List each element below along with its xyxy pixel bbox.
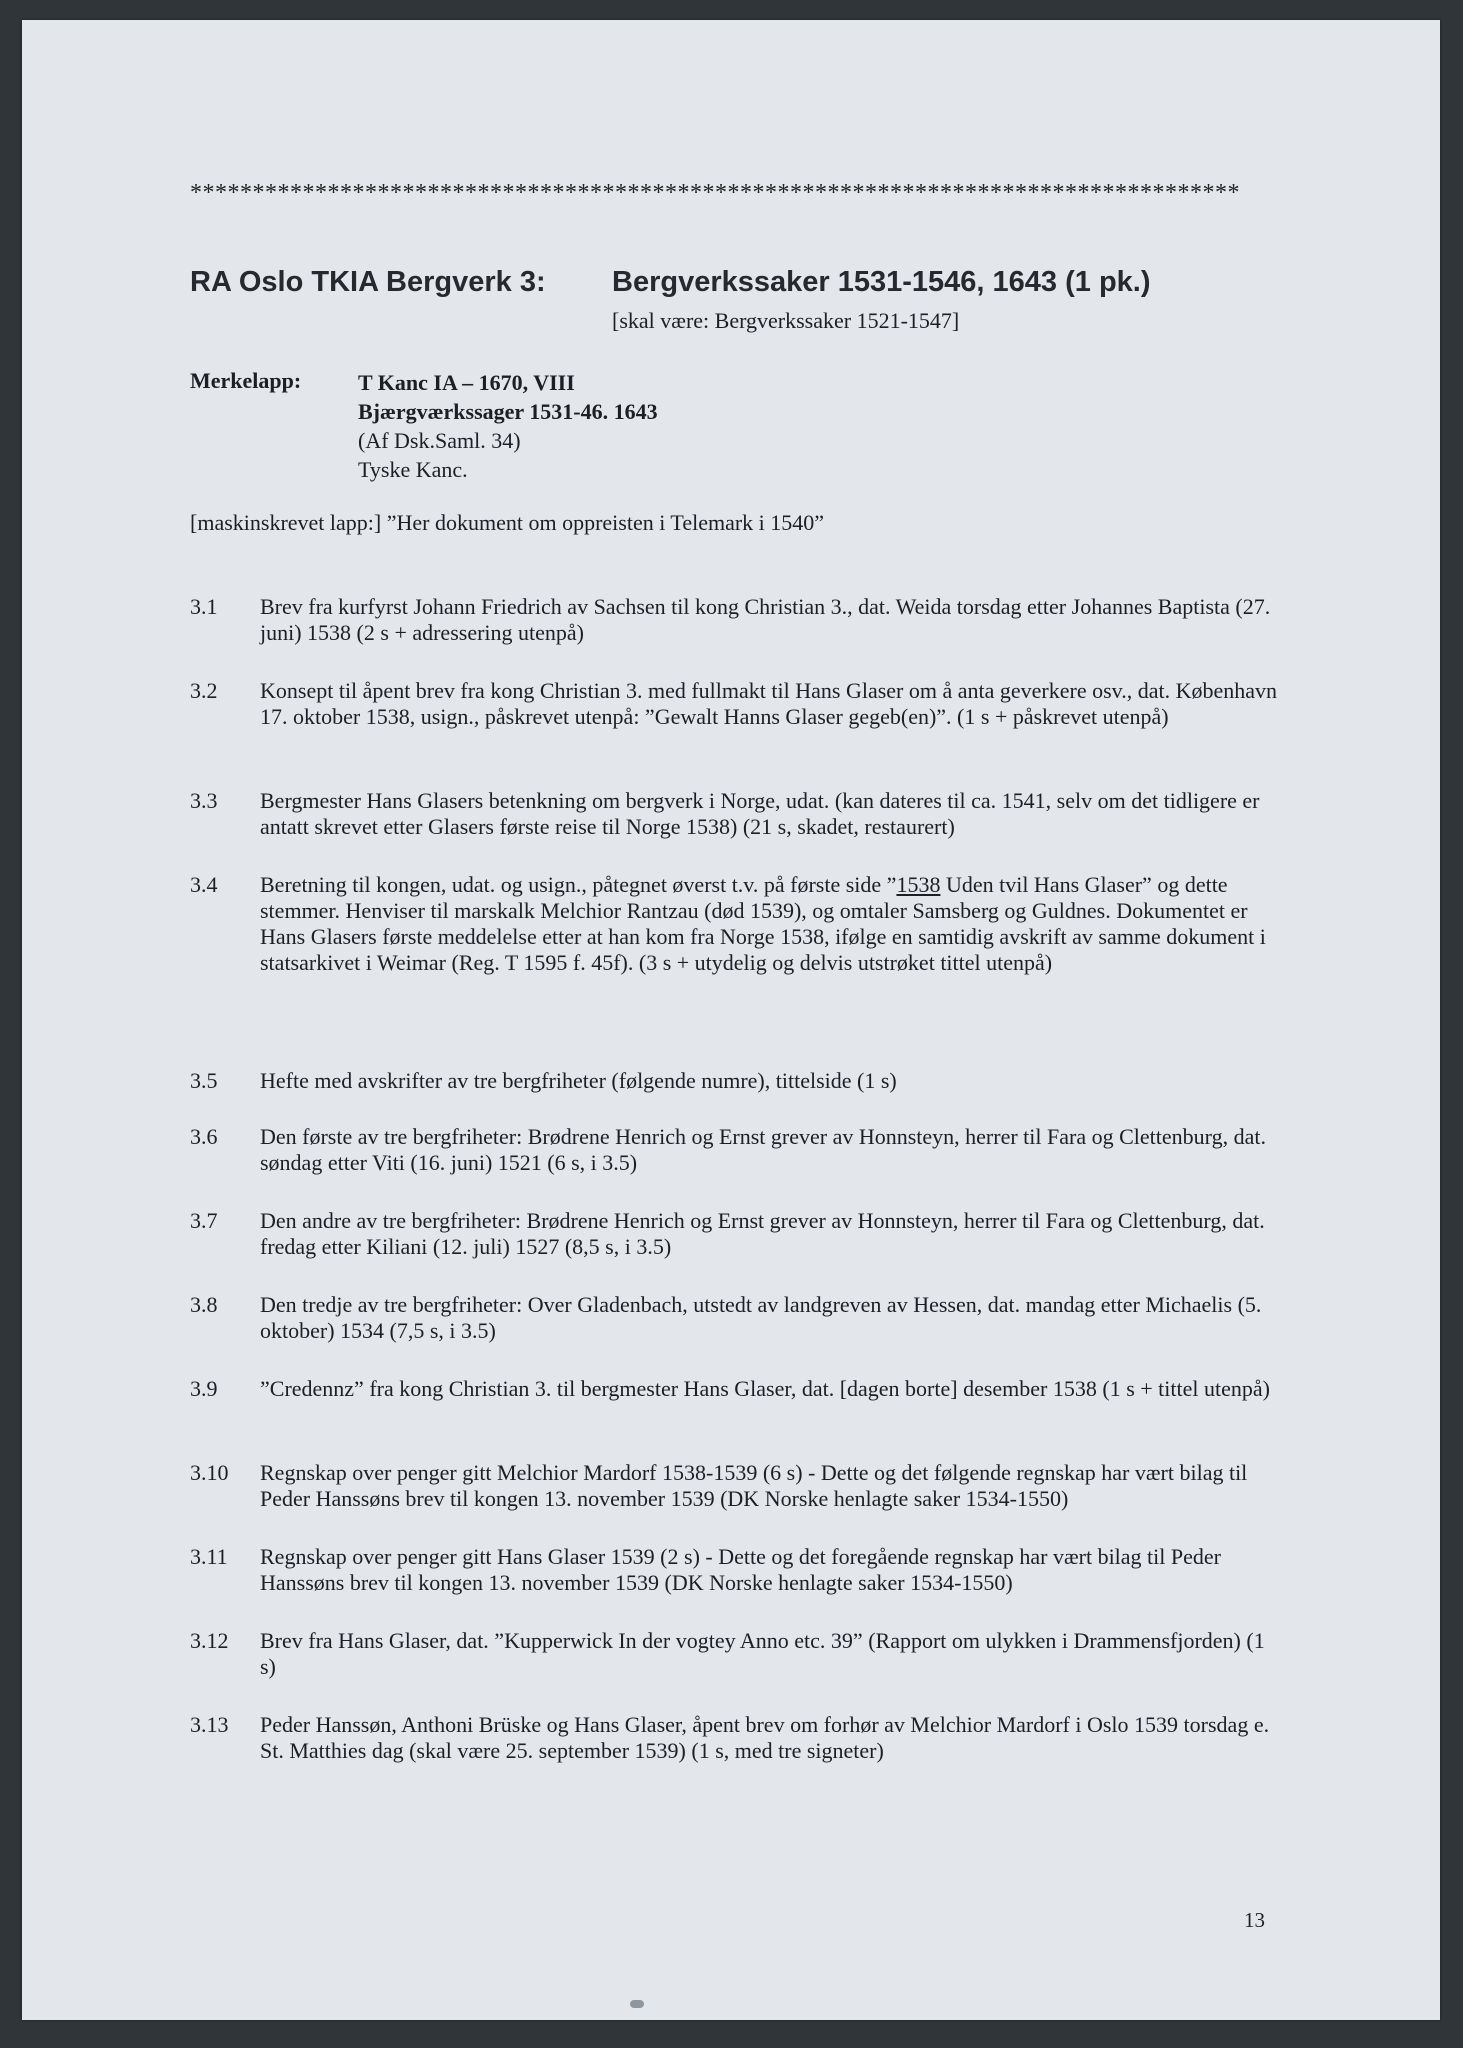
entry-text: Hefte med avskrifter av tre bergfriheter (følgende numre), tittelside (1 s) [260,1068,897,1093]
entry-number: 3.5 [190,1068,218,1093]
entry-number: 3.11 [190,1544,228,1569]
entry-text: Bergmester Hans Glasers betenkning om bergverk i Norge, udat. (kan dateres til ca. 1541, selv om det tidligere er antatt skrevet etter Glasers første reise til Norge 1538) (21 s, skadet, restaurert) [260,788,1260,839]
entry-text: Den første av tre bergfriheter: Brødrene Henrich og Ernst grever av Honnsteyn, herrer til Fara og Clettenburg, dat. søndag etter Viti (16. juni) 1521 (6 s, i 3.5) [260,1124,1266,1175]
entry-number: 3.7 [190,1208,218,1233]
entry-text: Konsept til åpent brev fra kong Christian 3. med fullmakt til Hans Glaser om å anta geverkere osv., dat. København 17. oktober 1538, usign., påskrevet utenpå: ”Gewalt Hanns Glaser gegeb(en)”. (1 s + påskrevet utenpå) [260,678,1278,729]
entry-text: Den andre av tre bergfriheter: Brødrene Henrich og Ernst grever av Honnsteyn, herrer til Fara og Clettenburg, dat. fredag etter Kiliani (12. juli) 1527 (8,5 s, i 3.5) [260,1208,1265,1259]
star-divider: ************************************************************************************ [190,180,1240,206]
entry-number: 3.3 [190,788,218,813]
typed-note: [maskinskrevet lapp:] ”Her dokument om oppreisten i Telemark i 1540” [190,510,825,535]
entry-number: 3.9 [190,1376,218,1401]
entry-text: Brev fra kurfyrst Johann Friedrich av Sachsen til kong Christian 3., dat. Weida torsdag etter Johannes Baptista (27. juni) 1538 (2 s + adressering utenpå) [260,594,1271,645]
entry-number: 3.10 [190,1460,229,1485]
entry-text-part: Uden tvil Hans Glaser” og dette stemmer. Henviser til marskalk Melchior Rantzau (død 1539), og omtaler Samsberg og Guldnes. Dokumentet er Hans Glasers første meddelelse etter at han kom fra Norge 1538, ifølge en samtidig avskrift av samme dokument i statsarkivet i Weimar (Reg. T 1595 f. 45f). (3 s + utydelig og delvis utstrøket tittel utenpå) [260,872,1266,975]
merkelapp-line: Tyske Kanc. [358,457,468,482]
entry-text: Regnskap over penger gitt Hans Glaser 1539 (2 s) - Dette og det foregående regnskap har vært bilag til Peder Hanssøns brev til kongen 13. november 1539 (DK Norske henlagte saker 1534-1550) [260,1544,1221,1595]
entry-text: Regnskap over penger gitt Melchior Mardorf 1538-1539 (6 s) - Dette og det følgende regnskap har vært bilag til Peder Hanssøns brev til kongen 13. november 1539 (DK Norske henlagte saker 1534-1550) [260,1460,1248,1511]
merkelapp-line: Bjærgværkssager 1531-46. 1643 [358,399,658,424]
merkelapp-label: Merkelapp: [190,368,302,393]
entry-number: 3.12 [190,1628,229,1653]
title-correction: [skal være: Bergverkssaker 1521-1547] [612,308,960,333]
document-title: Bergverkssaker 1531-1546, 1643 (1 pk.) [612,266,1151,298]
page-number: 13 [1244,1908,1265,1932]
merkelapp-lines [358,368,958,484]
entry-number: 3.8 [190,1292,218,1317]
entry-number: 3.4 [190,872,218,897]
entry-number: 3.13 [190,1712,229,1737]
merkelapp-line: (Af Dsk.Saml. 34) [358,428,521,453]
scan-mark [630,2000,644,2008]
entry-number: 3.6 [190,1124,218,1149]
document-page [22,20,1440,2020]
entry-text: Brev fra Hans Glaser, dat. ”Kupperwick In der vogtey Anno etc. 39” (Rapport om ulykken i Drammensfjorden) (1 s) [260,1628,1265,1679]
archive-reference: RA Oslo TKIA Bergverk 3: [190,266,546,298]
entry-text: ”Credennz” fra kong Christian 3. til bergmester Hans Glaser, dat. [dagen borte] desember 1538 (1 s + tittel utenpå) [260,1376,1270,1401]
entry-text-part: Beretning til kongen, udat. og usign., påtegnet øverst t.v. på første side ” [260,872,897,897]
entry-text: Den tredje av tre bergfriheter: Over Gladenbach, utstedt av landgreven av Hessen, dat. mandag etter Michaelis (5. oktober) 1534 (7,5 s, i 3.5) [260,1292,1262,1343]
entry-text [260,872,1280,976]
merkelapp-line: T Kanc IA – 1670, VIII [358,370,575,395]
entry-number: 3.2 [190,678,218,703]
underlined-year: 1538 [896,872,941,897]
entry-text: Peder Hanssøn, Anthoni Brüske og Hans Glaser, åpent brev om forhør av Melchior Mardorf i Oslo 1539 torsdag e. St. Matthies dag (skal være 25. september 1539) (1 s, med tre signeter) [260,1712,1270,1763]
entry-number: 3.1 [190,594,218,619]
